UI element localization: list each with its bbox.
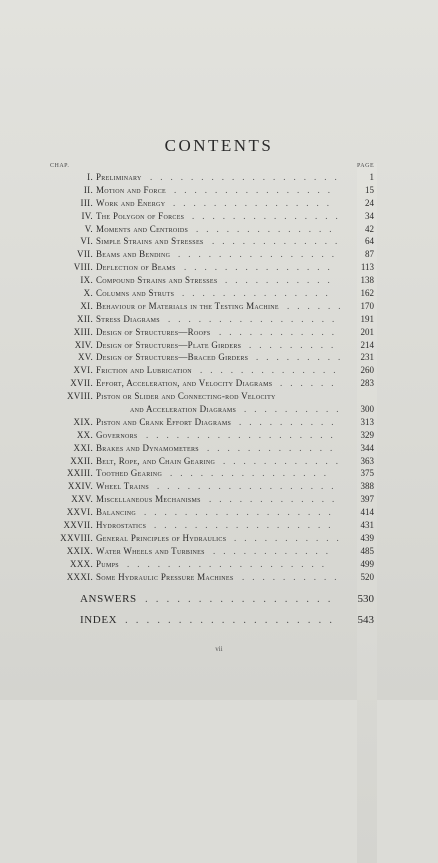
page-number: 329	[360, 429, 374, 440]
toc-row	[0, 442, 438, 455]
toc-row	[0, 261, 438, 274]
chapter-number: XXVII.	[63, 520, 93, 531]
page-number: 344	[360, 442, 374, 453]
page-number: 485	[360, 545, 374, 556]
toc-row	[0, 467, 438, 480]
chapter-number: XXIX.	[66, 545, 93, 556]
toc-row	[0, 519, 438, 532]
chapter-title: The Polygon of Forces	[96, 210, 185, 221]
chapter-number: XII.	[77, 313, 93, 324]
chapter-number: XXX.	[70, 558, 93, 569]
chapter-title: General Principles of Hydraulics	[96, 532, 227, 543]
chapter-number: X.	[83, 288, 93, 299]
chapter-number: VII.	[77, 249, 93, 260]
dot-leader: ...............	[192, 210, 346, 221]
chapter-title: Some Hydraulic Pressure Machines	[96, 571, 234, 582]
page-number: 363	[360, 455, 374, 466]
toc-row	[0, 390, 438, 403]
chapter-number: XIV.	[74, 339, 93, 350]
toc-row	[0, 416, 438, 429]
dot-leader: ................	[170, 468, 334, 479]
page-number: 283	[360, 378, 374, 389]
page-number: 439	[360, 532, 374, 543]
chapter-number: XVII.	[70, 378, 93, 389]
chapter-number: IX.	[80, 275, 93, 286]
dot-leader: .............	[209, 494, 343, 505]
dot-leader: ................	[178, 249, 342, 260]
dot-leader: ................	[173, 197, 337, 208]
chapter-number: V.	[84, 223, 93, 234]
chapter-number: II.	[83, 184, 93, 195]
page-number: 1	[369, 172, 374, 182]
chapter-title: Brakes and Dynamometers	[96, 442, 199, 453]
chapter-title: Beams and Bending	[96, 249, 171, 260]
dot-leader: ...................	[146, 429, 341, 440]
toc-row-back-matter	[0, 593, 438, 606]
toc-row-continued	[0, 403, 438, 416]
chapter-number: XV.	[78, 352, 93, 363]
page-number: 87	[365, 249, 374, 260]
dot-leader: ..................	[157, 481, 342, 492]
spacer	[0, 605, 438, 614]
chapter-number: VI.	[80, 236, 93, 247]
toc-row	[0, 545, 438, 558]
chapter-title: Friction and Lubrication	[96, 365, 192, 376]
chapter-title: Pumps	[96, 558, 119, 569]
chapter-number: XXVI.	[66, 507, 93, 518]
dot-leader: .........	[249, 339, 342, 350]
page-column-label: PAGE	[357, 163, 377, 863]
dot-leader: ............	[219, 326, 342, 337]
dot-leader: ............	[223, 455, 346, 466]
chapter-title: Belt, Rope, and Chain Gearing	[96, 455, 216, 466]
dot-leader: ...........	[234, 532, 347, 543]
chapter-number: XXIII.	[66, 468, 93, 479]
page-number: 138	[360, 275, 374, 286]
dot-leader: ...............	[182, 288, 336, 299]
dot-leader: ................	[174, 184, 338, 195]
dot-leader: ............	[213, 545, 336, 556]
chapter-title: Moments and Centroids	[96, 223, 189, 234]
chapter-title: Motion and Force	[96, 184, 166, 195]
chapter-title: Effort, Acceleration, and Velocity Diagrams	[96, 378, 273, 389]
toc-row	[0, 351, 438, 364]
page-number: 162	[360, 288, 374, 299]
toc-row	[0, 532, 438, 545]
page-number: 300	[360, 404, 374, 415]
chapter-number: XXI.	[73, 442, 93, 453]
chapter-number: XXXI.	[66, 571, 93, 582]
chapter-title: Columns and Struts	[96, 288, 175, 299]
dot-leader: ....................	[125, 614, 340, 627]
chapter-title: Behaviour of Materials in the Testing Machine	[96, 300, 279, 311]
chapter-title: Design of Structures—Roofs	[96, 326, 211, 337]
dot-leader: ..............	[196, 223, 340, 234]
toc-row	[0, 313, 438, 326]
toc-row	[0, 429, 438, 442]
toc-row	[0, 571, 438, 584]
toc-row	[0, 171, 438, 184]
page-number: 260	[360, 365, 374, 376]
chapter-title: Stress Diagrams	[96, 313, 160, 324]
chapter-title: Piston and Crank Effort Diagrams	[96, 416, 232, 427]
chapter-title: Wheel Trains	[96, 481, 150, 492]
chapter-title: Hydrostatics	[96, 520, 147, 531]
chapter-title: Design of Structures—Plate Girders	[96, 339, 242, 350]
dot-leader: .................	[168, 313, 343, 324]
chapter-title: Miscellaneous Mechanisms	[96, 494, 201, 505]
chapter-title: Toothed Gearing	[96, 468, 163, 479]
chapter-number: XIII.	[73, 326, 93, 337]
toc-row	[0, 493, 438, 506]
chapter-title: Balancing	[96, 507, 137, 518]
toc-row	[0, 210, 438, 223]
dot-leader: ...................	[150, 172, 345, 182]
chapter-number: XXV.	[71, 494, 93, 505]
toc-row	[0, 480, 438, 493]
chapter-title: Compound Strains and Stresses	[96, 275, 218, 286]
chapter-title: Deflection of Beams	[96, 262, 176, 273]
dot-leader: ..............	[200, 365, 344, 376]
chapter-number: III.	[80, 197, 93, 208]
chapter-number: XXIV.	[67, 481, 93, 492]
chapter-title: Preliminary	[96, 172, 142, 182]
back-matter-title: INDEX	[80, 614, 118, 627]
toc-row-back-matter	[0, 614, 438, 627]
page-number: 431	[360, 520, 374, 531]
page-number: 42	[365, 223, 374, 234]
dot-leader: .............	[212, 236, 346, 247]
chapter-title: Work and Energy	[96, 197, 166, 208]
contents-list	[0, 171, 438, 627]
chapter-title: Water Wheels and Turbines	[96, 545, 205, 556]
toc-row	[0, 248, 438, 261]
chapter-number: XI.	[80, 300, 93, 311]
page-number: 34	[365, 210, 374, 221]
dot-leader: ..........	[242, 571, 345, 582]
page-number: 499	[360, 558, 374, 569]
dot-leader: ..................	[145, 592, 339, 605]
page-number: 24	[365, 197, 374, 208]
toc-row	[0, 223, 438, 236]
page-number: 530	[357, 592, 374, 605]
page-number: 520	[360, 571, 374, 582]
page-number: 214	[360, 339, 374, 350]
toc-row	[0, 197, 438, 210]
page-number: 375	[360, 468, 374, 479]
page-number: 191	[360, 313, 374, 324]
spacer	[0, 584, 438, 593]
chapter-title: Design of Structures—Braced Girders	[96, 352, 249, 363]
page-number: 170	[360, 300, 374, 311]
toc-row	[0, 377, 438, 390]
page-number: 231	[360, 352, 374, 363]
page-number: 397	[360, 494, 374, 505]
chapter-number: VIII.	[73, 262, 93, 273]
chapter-number: XIX.	[73, 416, 93, 427]
toc-row	[0, 339, 438, 352]
page-number: 388	[360, 481, 374, 492]
page-number: 15	[365, 184, 374, 195]
dot-leader: ...................	[144, 507, 339, 518]
toc-row	[0, 558, 438, 571]
chapter-number: I.	[87, 172, 93, 182]
chapter-number: XVI.	[73, 365, 93, 376]
dot-leader: .............	[207, 442, 341, 453]
page-number: 201	[360, 326, 374, 337]
chapter-title: Simple Strains and Stresses	[96, 236, 204, 247]
chapter-number: XX.	[76, 429, 93, 440]
toc-row	[0, 506, 438, 519]
toc-row	[0, 326, 438, 339]
chapter-number: XVIII.	[66, 391, 93, 402]
chapter-number: XXII.	[70, 455, 93, 466]
toc-row	[0, 235, 438, 248]
page-folio: vii	[215, 645, 223, 653]
page-number: 414	[360, 507, 374, 518]
chapter-title: Piston or Slider and Connecting-rod Velocity	[96, 391, 276, 402]
chap-column-label: CHAP.	[50, 163, 70, 169]
page-number: 64	[365, 236, 374, 247]
dot-leader: ..........	[244, 404, 347, 415]
dot-leader: ...........	[225, 275, 338, 286]
dot-leader: ......	[280, 378, 342, 389]
toc-row	[0, 455, 438, 468]
chapter-number: XXVIII.	[60, 532, 93, 543]
dot-leader: ..........	[239, 416, 342, 427]
page-title: CONTENTS	[164, 136, 274, 155]
toc-row	[0, 364, 438, 377]
chapter-title-continued: and Acceleration Diagrams	[130, 404, 237, 415]
toc-row	[0, 274, 438, 287]
chapter-number: IV.	[81, 210, 93, 221]
page-number: 113	[360, 262, 374, 273]
page-number: 313	[360, 416, 374, 427]
back-matter-title: ANSWERS	[80, 592, 137, 605]
toc-row	[0, 300, 438, 313]
dot-leader: ......	[287, 300, 349, 311]
dot-leader: ...............	[184, 262, 338, 273]
toc-row	[0, 184, 438, 197]
page-number: 543	[357, 614, 374, 627]
dot-leader: ....................	[127, 558, 332, 569]
toc-row	[0, 287, 438, 300]
chapter-title: Governors	[96, 429, 138, 440]
dot-leader: ..................	[154, 520, 339, 531]
dot-leader: .........	[256, 352, 349, 363]
